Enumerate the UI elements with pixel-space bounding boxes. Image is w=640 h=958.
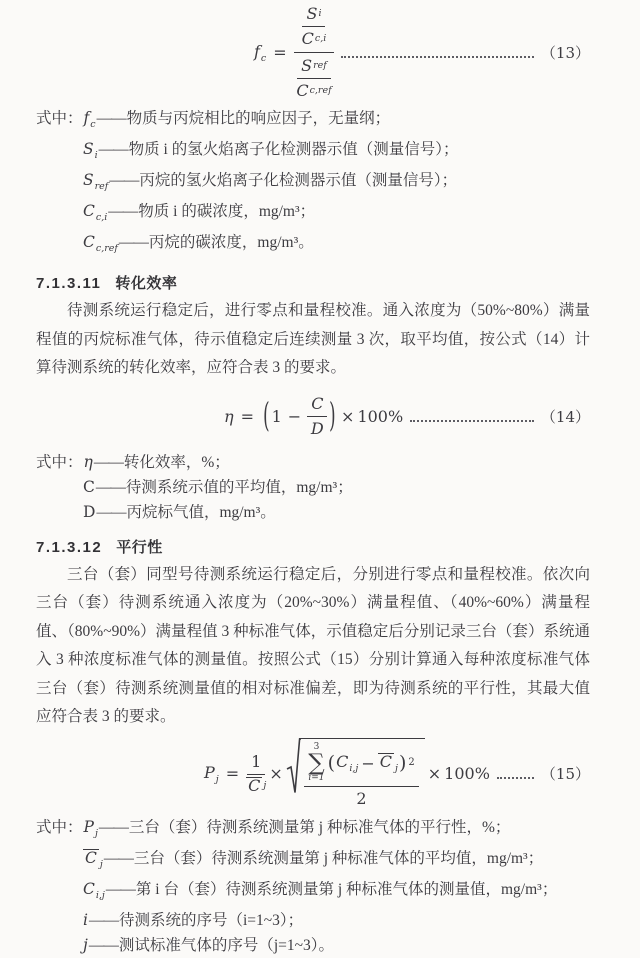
overbar	[246, 777, 262, 795]
math-symbol: P	[204, 762, 215, 782]
fraction	[296, 56, 331, 101]
math-symbol: P	[83, 817, 94, 836]
definition-text: 转化效率，%；	[123, 453, 230, 471]
section-number: 7.1.3.12	[36, 538, 103, 556]
square-root	[286, 738, 425, 810]
fraction	[294, 4, 335, 101]
math-term	[336, 752, 358, 775]
em-dash: ——	[88, 911, 118, 929]
equals-sign: =	[225, 764, 240, 783]
em-dash: ——	[108, 203, 138, 220]
math-subscript: j	[215, 773, 219, 785]
math-symbol: S	[306, 4, 318, 23]
math-symbol: C	[83, 233, 95, 251]
em-dash: ——	[93, 453, 123, 471]
section-title: 平行性	[116, 538, 163, 556]
math-symbol: i	[83, 910, 88, 929]
math-number: 2	[356, 789, 367, 809]
definition-row	[36, 877, 590, 908]
math-symbol: S	[301, 56, 313, 75]
left-paren: (	[263, 396, 270, 436]
definition-row	[36, 199, 590, 230]
math-symbol: C	[85, 848, 97, 867]
math-symbol: D	[310, 419, 324, 438]
math-subscript: j	[99, 858, 103, 870]
math-number: 100%	[357, 407, 404, 426]
paragraph: 待测系统运行稳定后，进行零点和量程校准。通入浓度为（50%~80%）满量程值的丙烷标准气体，待示值稳定后连续测量 3 次，取平均值，按公式（14）计算待测系统的转化效率，应符合表 3 的要求。	[36, 302, 590, 376]
math-superscript: 2	[408, 757, 415, 769]
em-dash: ——	[109, 172, 139, 189]
math-symbol: η	[224, 407, 234, 426]
equation-number: （13）	[540, 44, 590, 62]
dotted-leader	[341, 56, 534, 58]
math-subscript: c,ref	[309, 85, 332, 97]
fraction	[307, 394, 327, 439]
math-symbol: C	[83, 202, 95, 220]
math-subscript: c,ref	[95, 243, 118, 254]
math-symbol: C	[301, 29, 314, 48]
right-paren: )	[398, 752, 407, 774]
definition-text: 丙烷的氢火焰离子化检测器示值（测量信号）；	[139, 172, 458, 189]
math-number: 100%	[444, 764, 490, 783]
math-subscript: ref	[313, 60, 327, 72]
definition-text: 丙烷的碳浓度，mg/m³。	[148, 234, 314, 251]
times-sign: ×	[269, 764, 283, 783]
definition-row	[36, 230, 590, 261]
definition-row	[36, 475, 590, 500]
math-symbol: C	[296, 81, 309, 100]
math-symbol: S	[83, 140, 94, 158]
definition-text: 待测系统示值的平均值，mg/m³；	[125, 478, 353, 496]
formula-15	[204, 737, 590, 811]
em-dash: ——	[96, 503, 126, 521]
math-symbol: C	[83, 879, 95, 898]
sum-lower-limit: i=1	[308, 773, 325, 784]
em-dash: ——	[96, 110, 126, 127]
math-symbol: f	[83, 109, 90, 127]
definition-list-13	[36, 106, 590, 261]
definition-list-15	[36, 815, 590, 958]
where-prefix: 式中：	[36, 110, 83, 127]
section-number: 7.1.3.11	[36, 275, 102, 292]
math-symbol: C	[83, 477, 95, 496]
definition-text: 物质与丙烷相比的响应因子，无量纲；	[126, 110, 391, 127]
definition-list-14	[36, 450, 590, 525]
section-heading-7-1-3-12	[36, 536, 590, 557]
math-subscript: c,i	[95, 212, 108, 223]
math-symbol: C	[379, 752, 392, 772]
formula-13	[254, 4, 590, 101]
times-sign: ×	[427, 764, 442, 783]
math-subscript: j	[395, 763, 398, 775]
math-subscript: i,j	[349, 763, 359, 775]
where-prefix: 式中：	[36, 818, 83, 836]
definition-text: 物质 i 的氢火焰离子化检测器示值（测量信号）；	[128, 141, 459, 158]
fraction	[304, 743, 419, 810]
em-dash: ——	[103, 849, 133, 867]
math-subscript: c	[260, 52, 267, 64]
math-symbol: f	[254, 41, 260, 61]
math-symbol: D	[83, 502, 96, 521]
math-term	[378, 752, 398, 775]
overbar	[378, 753, 394, 771]
math-symbol: C	[336, 752, 349, 772]
definition-text: 三台（套）待测系统测量第 j 种标准气体的平行性，%；	[128, 818, 511, 836]
definition-row	[36, 450, 590, 475]
minus-sign: −	[287, 407, 302, 426]
equation-number: （15）	[540, 765, 590, 783]
math-subscript: j	[94, 827, 98, 839]
overbar	[83, 849, 99, 866]
sigma-icon: ∑	[308, 749, 325, 776]
formula-14	[224, 392, 590, 442]
math-subscript: j	[263, 780, 267, 792]
definition-row	[36, 106, 590, 137]
math-subscript: i	[318, 8, 322, 20]
math-symbol: j	[83, 935, 88, 954]
math-symbol: S	[83, 171, 94, 189]
math-symbol: C	[311, 394, 324, 413]
math-lhs	[254, 42, 266, 64]
where-prefix: 式中：	[36, 453, 83, 471]
paragraph: 三台（套）同型号待测系统运行稳定后，分别进行零点和量程校准。依次向三台（套）待测系统通入浓度为（20%~30%）满量程值、（40%~60%）满量程值、（80%~90%）满量程值 3 种标准气体，示值稳定后分别记录三台（套）系统通入 3 种浓度标准气体的测量值。按照公式（15）分别计算通入每种浓度标准气体三台（套）待测系统测量值的相对标准偏差，即为待测系统的平行性，其最大值应符合表 3 的要求。	[36, 565, 590, 725]
definition-text: 待测系统的序号（i=1~3）；	[118, 911, 304, 929]
em-dash: ——	[98, 141, 128, 158]
definition-row	[36, 168, 590, 199]
left-paren: (	[327, 752, 336, 774]
definition-row	[36, 933, 590, 958]
fraction	[246, 752, 266, 795]
minus-sign: −	[361, 753, 375, 773]
definition-text: 测试标准气体的序号（j=1~3）。	[118, 936, 334, 954]
definition-row	[36, 846, 590, 877]
math-number: 1	[251, 752, 262, 772]
definition-text: 第 i 台（套）待测系统测量第 j 种标准气体的测量值，mg/m³；	[135, 880, 558, 898]
math-lhs	[204, 763, 219, 785]
em-dash: ——	[95, 478, 125, 496]
definition-text: 物质 i 的碳浓度，mg/m³；	[138, 203, 316, 220]
definition-row	[36, 908, 590, 933]
math-subscript: i,j	[95, 889, 105, 901]
em-dash: ——	[118, 234, 148, 251]
section-title: 转化效率	[115, 275, 178, 292]
definition-row	[36, 137, 590, 168]
math-subscript: i	[94, 150, 98, 161]
dotted-leader	[410, 420, 534, 422]
definition-row	[36, 500, 590, 525]
em-dash: ——	[88, 936, 118, 954]
em-dash: ——	[98, 818, 128, 836]
dotted-leader	[497, 777, 534, 779]
summation	[308, 743, 324, 785]
right-paren: )	[329, 396, 336, 436]
section-heading-7-1-3-11	[36, 272, 590, 293]
math-symbol: C	[248, 776, 261, 796]
sum-upper-limit: 3	[313, 741, 320, 752]
fraction	[302, 4, 327, 49]
math-subscript: c,i	[314, 33, 327, 45]
math-symbol: η	[83, 452, 93, 471]
equals-sign: =	[273, 43, 287, 62]
equals-sign: =	[240, 407, 254, 426]
definition-text: 三台（套）待测系统测量第 j 种标准气体的平均值，mg/m³；	[133, 849, 544, 867]
equation-number: （14）	[540, 408, 590, 426]
math-number: 1	[271, 407, 282, 426]
times-sign: ×	[341, 407, 355, 426]
em-dash: ——	[105, 880, 135, 898]
math-subscript: ref	[94, 181, 109, 192]
math-subscript: c	[90, 119, 96, 130]
definition-text: 丙烷标气值，mg/m³。	[126, 503, 276, 521]
definition-row	[36, 815, 590, 846]
